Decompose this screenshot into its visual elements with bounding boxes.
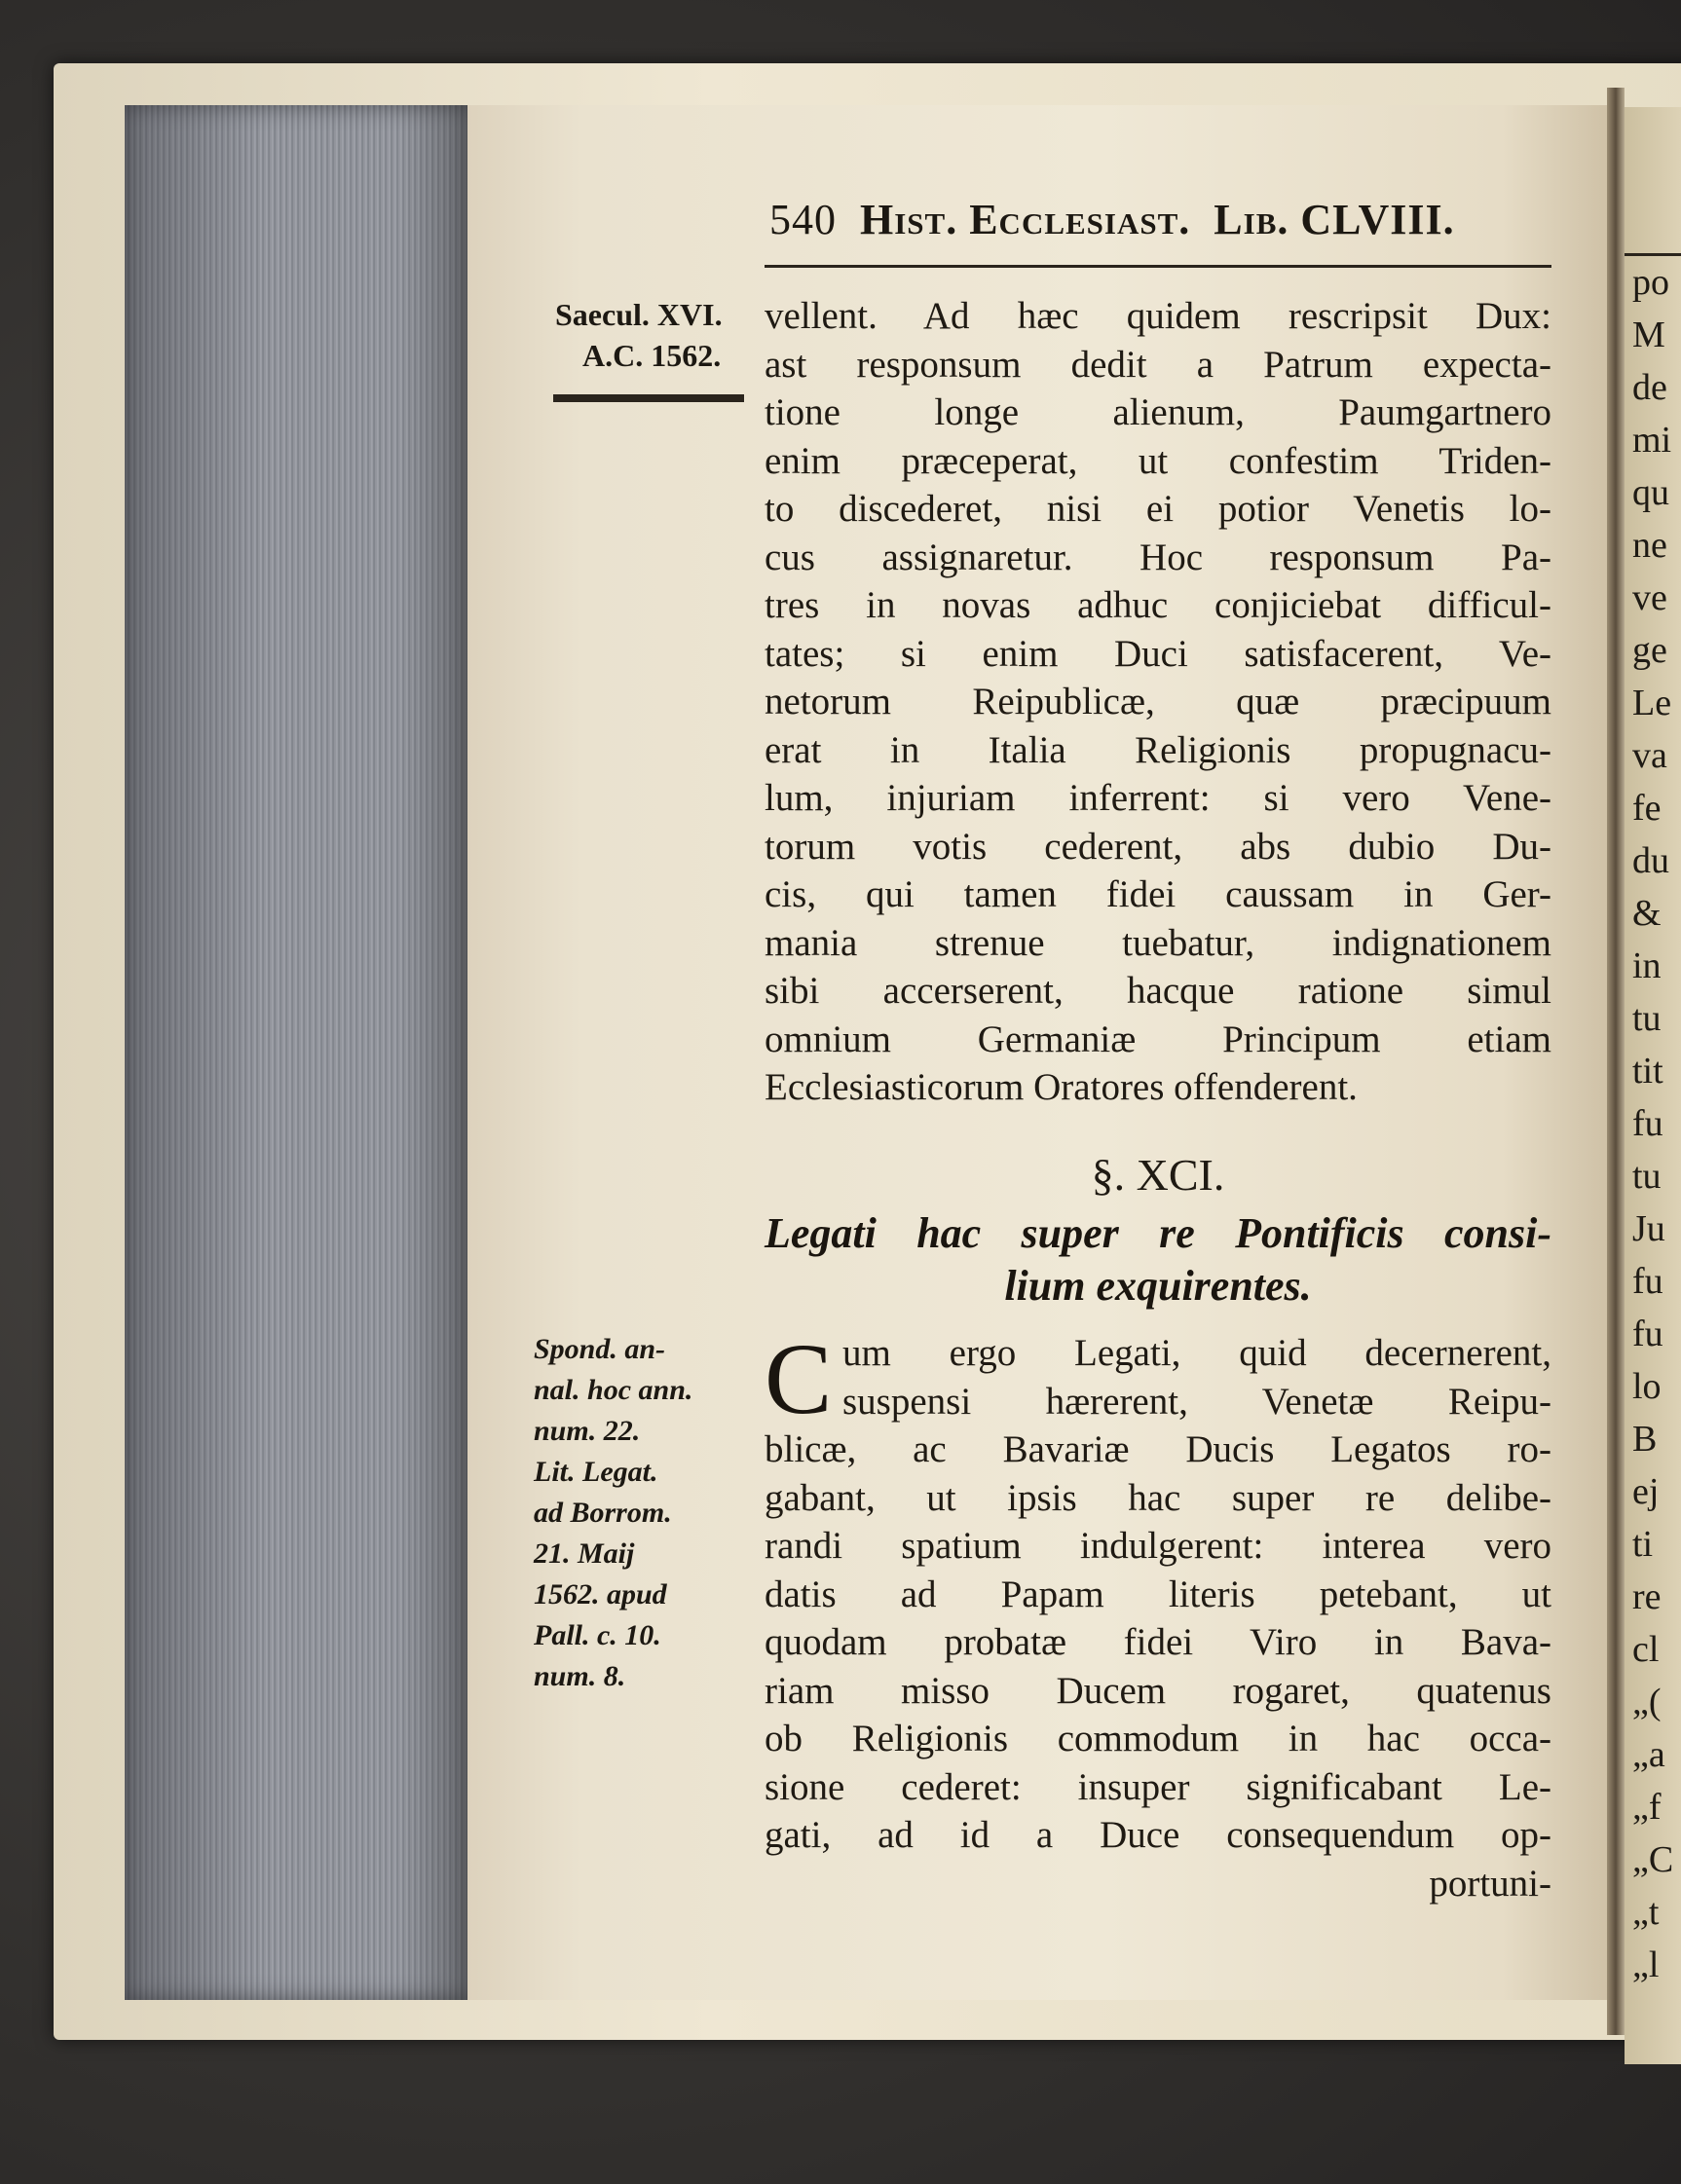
facing-page-fragment: Le bbox=[1632, 683, 1672, 723]
facing-page-fragment: fu bbox=[1632, 1261, 1663, 1302]
facing-page-fragment: du bbox=[1632, 840, 1669, 881]
text-line: suspensi hærerent, Venetæ Reipu- bbox=[842, 1380, 1551, 1423]
text-line: lum, injuriam inferrent: si vero Vene- bbox=[765, 777, 1551, 819]
text-line: blicæ, ac Bavariæ Ducis Legatos ro- bbox=[765, 1428, 1551, 1470]
text-line: cis, qui tamen fidei caussam in Ger- bbox=[765, 873, 1551, 915]
facing-page-fragment: fu bbox=[1632, 1103, 1663, 1144]
margin-note-line: num. 22. bbox=[534, 1415, 641, 1447]
margin-note-line: 21. Maij bbox=[534, 1537, 635, 1570]
book-number: Lib. CLVIII. bbox=[1214, 196, 1455, 243]
text-line: enim præceperat, ut confestim Triden- bbox=[765, 439, 1551, 482]
catchword: portuni- bbox=[1429, 1862, 1551, 1905]
text-line: quodam probatæ fidei Viro in Bava- bbox=[765, 1621, 1551, 1663]
facing-page-fragment: Ju bbox=[1632, 1208, 1665, 1249]
text-line: ast responsum dedit a Patrum expecta- bbox=[765, 343, 1551, 386]
section-number: §. XCI. bbox=[1091, 1150, 1225, 1200]
facing-page-fragment: ej bbox=[1632, 1471, 1660, 1512]
section-title-line: Legati hac super re Pontificis consi- bbox=[765, 1209, 1551, 1257]
margin-note-line: nal. hoc ann. bbox=[534, 1374, 693, 1406]
facing-page-fragment: re bbox=[1632, 1576, 1662, 1617]
text-line: omnium Germaniæ Principum etiam bbox=[765, 1018, 1551, 1060]
facing-page-fragment: B bbox=[1632, 1419, 1658, 1460]
running-header bbox=[769, 195, 1455, 244]
facing-page-fragment: „C bbox=[1632, 1839, 1674, 1880]
text-line: Ecclesiasticorum Oratores offenderent. bbox=[765, 1066, 1358, 1108]
facing-page-fragment: „( bbox=[1632, 1682, 1662, 1722]
margin-year: A.C. 1562. bbox=[582, 338, 722, 373]
paragraph-2 bbox=[765, 1323, 1551, 1907]
facing-page-fragment: tu bbox=[1632, 998, 1662, 1039]
paragraph-1 bbox=[765, 292, 1551, 1112]
margin-citation bbox=[534, 1329, 758, 1697]
margin-note-line: 1562. apud bbox=[534, 1578, 667, 1610]
text-line: randi spatium indulgerent: interea vero bbox=[765, 1525, 1551, 1567]
margin-date bbox=[555, 294, 760, 376]
section-title-line: lium exquirentes. bbox=[1004, 1262, 1312, 1310]
margin-note-line: ad Borrom. bbox=[534, 1497, 672, 1529]
running-title: Hist. Ecclesiast. bbox=[860, 196, 1191, 243]
text-line: tres in novas adhuc conjiciebat difficul- bbox=[765, 584, 1551, 626]
facing-page-fragment: tit bbox=[1632, 1051, 1663, 1092]
text-line: riam misso Ducem rogaret, quatenus bbox=[765, 1669, 1551, 1712]
text-line: tione longe alienum, Paumgartnero bbox=[765, 391, 1551, 433]
text-line: ob Religionis commodum in hac occa- bbox=[765, 1718, 1551, 1759]
facing-page-fragment: ve bbox=[1632, 577, 1667, 618]
drop-cap: C bbox=[765, 1323, 833, 1435]
section-title bbox=[765, 1207, 1551, 1313]
text-line: torum votis cederent, abs dubio Du- bbox=[765, 825, 1551, 868]
facing-page-fragment: mi bbox=[1632, 420, 1672, 461]
facing-page-fragments bbox=[1625, 256, 1681, 1991]
facing-page-fragment: ge bbox=[1632, 630, 1667, 671]
facing-page-fragment: tu bbox=[1632, 1156, 1662, 1197]
text-line: um ergo Legati, quid decernerent, bbox=[842, 1332, 1551, 1374]
facing-page-fragment: po bbox=[1632, 262, 1669, 303]
facing-page-edge bbox=[1625, 107, 1681, 2064]
text-line: tates; si enim Duci satisfacerent, Ve- bbox=[765, 632, 1551, 675]
facing-page-fragment: „l bbox=[1632, 1944, 1660, 1985]
text-line: datis ad Papam literis petebant, ut bbox=[765, 1573, 1551, 1615]
facing-page-fragment: cl bbox=[1632, 1629, 1660, 1670]
facing-page-fragment: va bbox=[1632, 735, 1667, 776]
text-line: erat in Italia Religionis propugnacu- bbox=[765, 728, 1551, 771]
facing-page-fragment: ne bbox=[1632, 525, 1667, 566]
text-line: gabant, ut ipsis hac super re delibe- bbox=[765, 1476, 1551, 1519]
page-block-shadow bbox=[125, 105, 467, 2000]
facing-page-fragment: „t bbox=[1632, 1892, 1660, 1933]
margin-note-line: Pall. c. 10. bbox=[534, 1619, 661, 1651]
text-line: cus assignaretur. Hoc responsum Pa- bbox=[765, 536, 1551, 578]
facing-page-fragment: fe bbox=[1632, 788, 1662, 829]
facing-page-fragment: ti bbox=[1632, 1524, 1654, 1565]
text-line: sione cederet: insuper significabant Le- bbox=[765, 1765, 1551, 1808]
text-line: vellent. Ad hæc quidem rescripsit Dux: bbox=[765, 295, 1551, 337]
margin-note-line: num. 8. bbox=[534, 1660, 626, 1692]
facing-page-fragment: M bbox=[1632, 315, 1665, 355]
header-rule bbox=[765, 265, 1551, 268]
text-line: gati, ad id a Duce consequendum op- bbox=[765, 1814, 1551, 1856]
book-gutter bbox=[1607, 88, 1625, 2035]
margin-century: Saecul. XVI. bbox=[555, 297, 723, 332]
facing-page-fragment: „a bbox=[1632, 1734, 1665, 1775]
page-number: 540 bbox=[769, 196, 837, 243]
text-line: sibi accerserent, hacque ratione simul bbox=[765, 970, 1551, 1012]
text-line: mania strenue tuebatur, indignationem bbox=[765, 921, 1551, 964]
facing-page-fragment: & bbox=[1632, 893, 1662, 934]
text-line: netorum Reipublicæ, quæ præcipuum bbox=[765, 681, 1551, 722]
facing-page-fragment: in bbox=[1632, 945, 1662, 986]
margin-note-line: Lit. Legat. bbox=[534, 1456, 658, 1488]
facing-page-fragment: „f bbox=[1632, 1787, 1662, 1828]
facing-page-fragment: de bbox=[1632, 367, 1667, 408]
facing-page-fragment: fu bbox=[1632, 1314, 1663, 1354]
text-line: to discederet, nisi ei potior Venetis lo- bbox=[765, 488, 1551, 530]
margin-rule bbox=[553, 394, 744, 402]
margin-note-line: Spond. an- bbox=[534, 1333, 666, 1365]
facing-page-fragment: qu bbox=[1632, 472, 1669, 513]
facing-page-fragment: lo bbox=[1632, 1366, 1662, 1407]
